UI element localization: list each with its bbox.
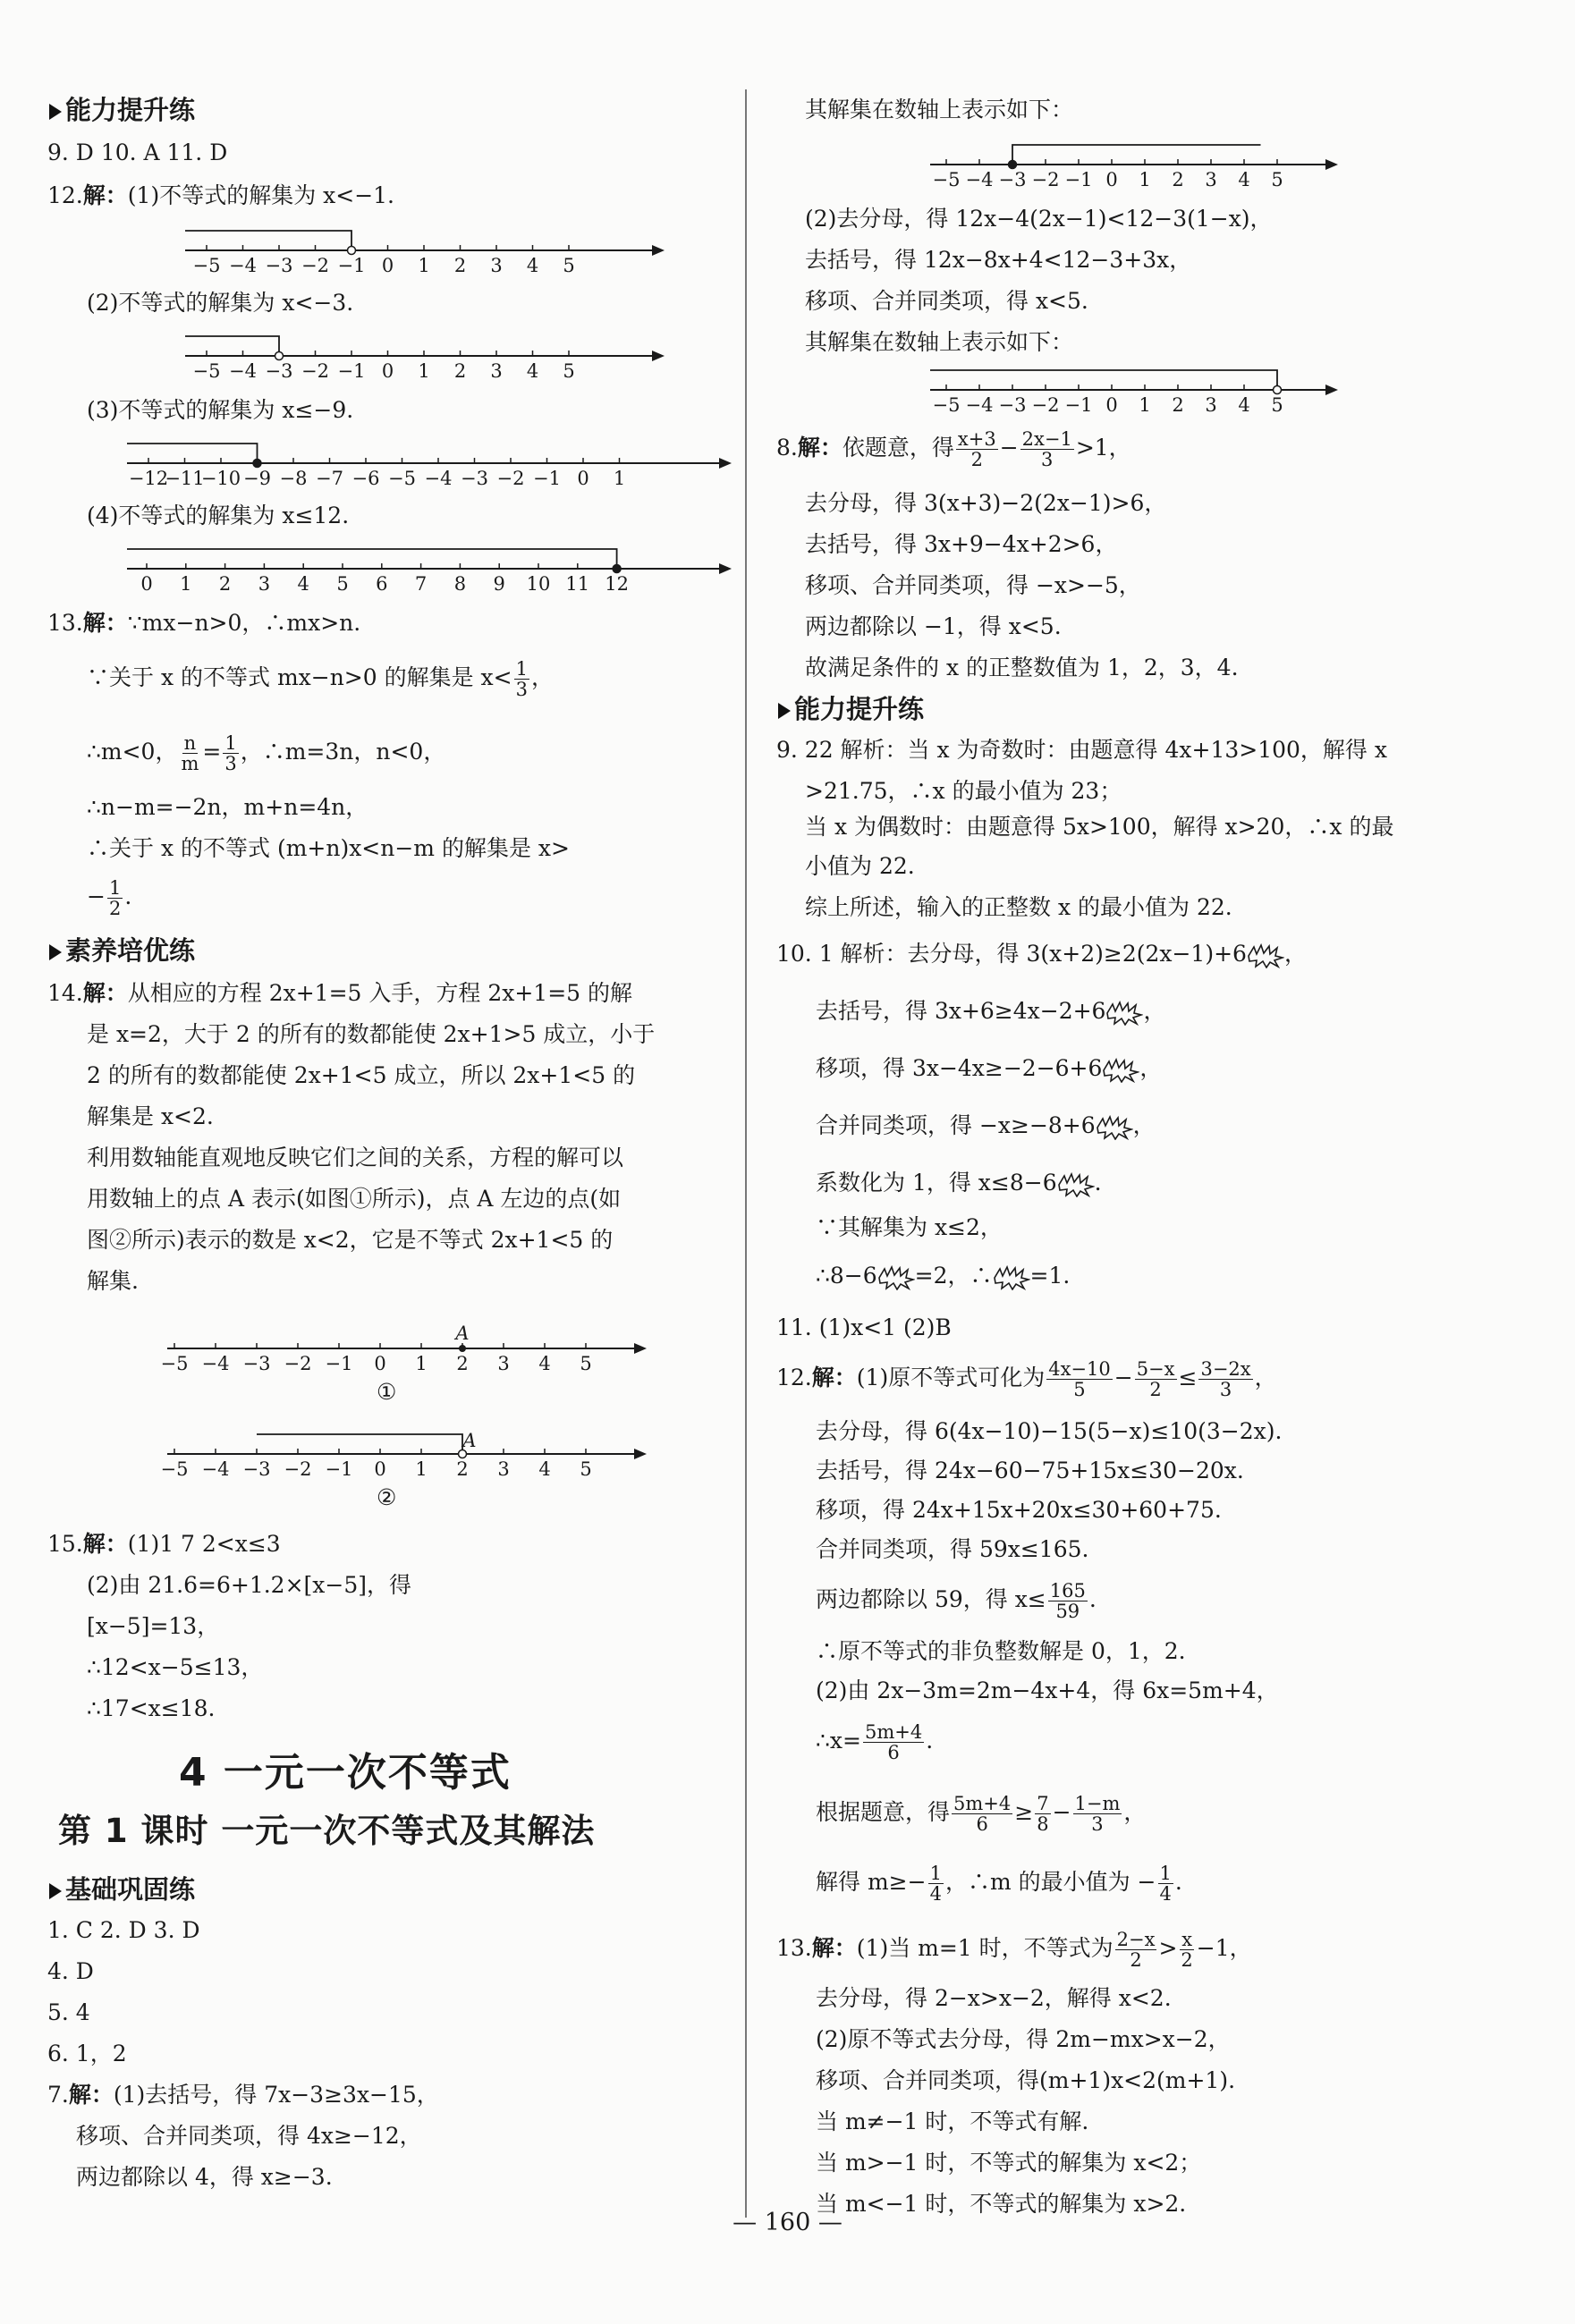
q9-line-2: >21.75，∴x 的最小值为 23； <box>805 778 1122 804</box>
tick-label: 5 <box>580 1458 592 1480</box>
q7-line-6: 去括号，得 12x−8x+4<12−3+3x， <box>805 247 1192 273</box>
triangle-icon <box>49 944 62 960</box>
q13-line-6: − $\frac{1}{2}$ . <box>87 877 132 919</box>
solution-ray <box>257 1434 462 1454</box>
q13r-line-1: 13.解：(1)当 m=1 时，不等式为 $\frac{2-x}{2}$ > $\frac{x}{2}$ −1， <box>776 1929 1252 1971</box>
ink-blot-icon <box>1105 1001 1143 1026</box>
basic-answers-1-3: 1. C 2. D 3. D <box>47 1917 200 1943</box>
chapter-heading: 4 一元一次不等式 <box>179 1750 512 1796</box>
q10-line-2: 去括号，得 3x+6≥4x−2+6 ， <box>816 998 1166 1024</box>
tick-label: 1 <box>418 360 430 382</box>
tick-label: −4 <box>965 169 994 190</box>
tick-label: −1 <box>1064 169 1093 190</box>
tick-label: 0 <box>374 1458 386 1480</box>
q10-line-7: ∴8−6 =2，∴ =1. <box>816 1263 1071 1289</box>
tick-label: −3 <box>265 360 293 382</box>
open-endpoint <box>1274 386 1282 394</box>
q14-line-5: 利用数轴能直观地反映它们之间的关系，方程的解可以 <box>87 1145 624 1170</box>
tick-label: 5 <box>563 360 575 382</box>
q12r-line-6: 两边都除以 59，得 x≤ $\frac{165}{59}$ . <box>816 1580 1097 1622</box>
tick-label: 3 <box>490 360 503 382</box>
point-a <box>459 1345 466 1352</box>
column-divider <box>745 89 747 2218</box>
q7-line-1: 7.解：(1)去括号，得 7x−3≥3x−15， <box>47 2082 439 2108</box>
tick-label: −1 <box>533 468 561 489</box>
tick-label: 2 <box>456 1458 469 1480</box>
arrow-icon <box>652 245 665 256</box>
tick-label: 1 <box>1139 169 1151 190</box>
tick-label: 4 <box>1238 169 1250 190</box>
q8-line-4: 移项、合并同类项，得 −x>−5， <box>805 572 1141 598</box>
q12-line-3: (3)不等式的解集为 x≤−9. <box>87 397 354 423</box>
tick-label: 8 <box>453 573 467 595</box>
tick-label: −5 <box>388 468 416 489</box>
tick-label: 5 <box>580 1353 592 1374</box>
q9-line-5: 综上所述，输入的正整数 x 的最小值为 22. <box>805 894 1232 920</box>
tick-label: −6 <box>351 468 380 489</box>
number-line-fig2 <box>160 1429 648 1481</box>
q7-line-8: 其解集在数轴上表示如下： <box>805 329 1074 355</box>
q12r-line-5: 合并同类项，得 59x≤165. <box>816 1536 1089 1562</box>
section-heading-nengli: 能力提升练 <box>49 95 195 125</box>
triangle-icon <box>49 1883 62 1899</box>
q13r-line-6: 当 m>−1 时，不等式的解集为 x<2； <box>816 2150 1202 2176</box>
q8-line-5: 两边都除以 −1，得 x<5. <box>805 613 1062 639</box>
tick-label: −1 <box>337 360 366 382</box>
tick-label: 1 <box>415 1458 428 1480</box>
q14-line-8: 解集. <box>87 1268 139 1294</box>
number-line-q12-1 <box>183 225 666 277</box>
q8-line-3: 去括号，得 3x+9−4x+2>6， <box>805 531 1118 557</box>
open-endpoint <box>275 352 284 360</box>
arrow-icon <box>1325 159 1338 170</box>
ink-blot-icon <box>1057 1172 1095 1197</box>
q13r-line-7: 当 m<−1 时，不等式的解集为 x>2. <box>816 2191 1187 2217</box>
tick-label: 0 <box>381 255 394 276</box>
q12r-line-8: (2)由 2x−3m=2m−4x+4，得 6x=5m+4， <box>816 1678 1279 1703</box>
q10-line-3: 移项，得 3x−4x≥−2−6+6 ， <box>816 1055 1163 1081</box>
arrow-icon <box>634 1343 647 1354</box>
q13-line-5: ∴关于 x 的不等式 (m+n)x<n−m 的解集是 x> <box>87 835 570 861</box>
q13r-line-2: 去分母，得 2−x>x−2，解得 x<2. <box>816 1985 1172 2011</box>
q13-line-4: ∴n−m=−2n，m+n=4n， <box>87 794 368 820</box>
ink-blot-icon <box>1102 1058 1139 1083</box>
tick-label: 2 <box>218 573 232 595</box>
q7-line-2: 移项、合并同类项，得 4x≥−12， <box>76 2123 422 2149</box>
tick-label: 3 <box>497 1458 510 1480</box>
q15-line-3: [x−5]=13， <box>87 1613 220 1639</box>
tick-label: 0 <box>1105 169 1118 190</box>
tick-label: −9 <box>243 468 271 489</box>
q14-line-1: 14.解：从相应的方程 2x+1=5 入手，方程 2x+1=5 的解 <box>47 980 632 1006</box>
point-a-label: A <box>462 1430 477 1451</box>
basic-answer-5: 5. 4 <box>47 1999 90 2025</box>
tick-label: −4 <box>424 468 453 489</box>
tick-label: 2 <box>453 255 467 276</box>
number-line-q7-1 <box>928 139 1340 191</box>
tick-label: 4 <box>1238 394 1250 416</box>
q15-line-1: 15.解：(1)1 7 2<x≤3 <box>47 1531 281 1557</box>
q13-line-2: ∵关于 x 的不等式 mx−n>0 的解集是 x< $\frac{1}{3}$ ， <box>87 658 554 700</box>
arrow-icon <box>634 1449 647 1459</box>
ink-blot-icon <box>1096 1115 1133 1140</box>
number-line-q7-2 <box>928 365 1340 417</box>
q12r-line-11: 解得 m≥− $\frac{1}{4}$ ，∴m 的最小值为 − $\frac{1}{4}$ . <box>816 1863 1182 1905</box>
tick-label: 1 <box>415 1353 428 1374</box>
tick-label: −4 <box>229 255 257 276</box>
q14-line-3: 2 的所有的数都能使 2x+1<5 成立，所以 2x+1<5 的 <box>87 1062 636 1088</box>
tick-label: −7 <box>316 468 343 489</box>
tick-label: 6 <box>376 573 388 595</box>
figure-2-label: ② <box>377 1484 397 1510</box>
arrow-icon <box>719 458 732 469</box>
tick-label: 1 <box>418 255 430 276</box>
tick-label: 3 <box>1205 394 1217 416</box>
tick-label: −1 <box>325 1458 353 1480</box>
solution-ray <box>185 336 279 356</box>
ink-blot-icon <box>993 1265 1030 1290</box>
number-line-fig1 <box>160 1323 648 1375</box>
solution-ray <box>1012 145 1261 165</box>
lesson-heading: 第 1 课时 一元一次不等式及其解法 <box>58 1812 596 1850</box>
page-number: — 160 — <box>732 2209 843 2236</box>
section-heading-suyang: 素养培优练 <box>49 935 195 966</box>
tick-label: 2 <box>1172 169 1184 190</box>
q7-line-5: (2)去分母，得 12x−4(2x−1)<12−3(1−x)， <box>805 206 1273 232</box>
solution-ray <box>127 444 258 463</box>
tick-label: −2 <box>301 360 329 382</box>
tick-label: −2 <box>1031 394 1060 416</box>
tick-label: −2 <box>301 255 329 276</box>
triangle-icon <box>778 703 791 719</box>
tick-label: 3 <box>1205 169 1217 190</box>
tick-label: 2 <box>456 1353 469 1374</box>
q13r-line-3: (2)原不等式去分母，得 2m−mx>x−2， <box>816 2026 1231 2052</box>
q14-line-6: 用数轴上的点 A 表示(如图①所示)，点 A 左边的点(如 <box>87 1186 622 1212</box>
tick-label: 3 <box>258 573 271 595</box>
q9-line-1: 9. 22 解析：当 x 为奇数时：由题意得 4x+13>100，解得 x <box>776 737 1387 763</box>
q13r-line-4: 移项、合并同类项，得(m+1)x<2(m+1). <box>816 2067 1236 2093</box>
tick-label: −5 <box>932 169 961 190</box>
arrow-icon <box>1325 385 1338 395</box>
q12r-line-7: ∴原不等式的非负整数解是 0，1，2. <box>816 1638 1186 1664</box>
q15-line-4: ∴12<x−5≤13， <box>87 1654 264 1680</box>
tick-label: −5 <box>192 255 221 276</box>
answers-9-11: 9. D 10. A 11. D <box>47 139 228 165</box>
tick-label: −1 <box>325 1353 353 1374</box>
ink-blot-icon <box>877 1265 915 1290</box>
q7-line-3: 两边都除以 4，得 x≥−3. <box>76 2164 333 2190</box>
tick-label: −4 <box>229 360 257 382</box>
q12r-line-9: ∴x= $\frac{5m+4}{6}$ . <box>816 1721 934 1763</box>
number-line-q12-3 <box>125 438 733 490</box>
q12r-line-2: 去分母，得 6(4x−10)−15(5−x)≤10(3−2x). <box>816 1418 1283 1444</box>
tick-label: 5 <box>1271 394 1283 416</box>
tick-label: 4 <box>526 255 539 276</box>
tick-label: 4 <box>297 573 309 595</box>
basic-answer-6: 6. 1，2 <box>47 2041 127 2066</box>
q9-line-4: 小值为 22. <box>805 853 915 879</box>
tick-label: −3 <box>461 468 488 489</box>
closed-endpoint <box>253 460 261 468</box>
tick-label: 0 <box>577 468 589 489</box>
tick-label: −3 <box>998 394 1027 416</box>
tick-label: −2 <box>284 1353 312 1374</box>
tick-label: 11 <box>565 573 590 595</box>
q13-line-3: ∴m<0， $\frac{n}{m}$ = $\frac{1}{3}$ ，∴m=3n，n<0， <box>87 732 446 774</box>
arrow-icon <box>719 563 732 574</box>
tick-label: 3 <box>497 1353 510 1374</box>
tick-label: 4 <box>526 360 539 382</box>
q12-line-4: (4)不等式的解集为 x≤12. <box>87 503 350 528</box>
tick-label: −4 <box>201 1353 230 1374</box>
section-heading-jichu: 基础巩固练 <box>49 1874 195 1905</box>
tick-label: −3 <box>242 1458 271 1480</box>
tick-label: 5 <box>563 255 575 276</box>
ink-blot-icon <box>1247 943 1284 968</box>
q10-line-5: 系数化为 1，得 x≤8−6 . <box>816 1170 1102 1196</box>
tick-label: 10 <box>526 573 551 595</box>
section-heading-nengli-2: 能力提升练 <box>778 694 924 724</box>
point-a-label: A <box>455 1323 470 1344</box>
q7-line-7: 移项、合并同类项，得 x<5. <box>805 288 1088 314</box>
tick-label: −4 <box>201 1458 230 1480</box>
tick-label: 7 <box>414 573 428 595</box>
closed-endpoint <box>613 565 621 573</box>
solution-ray <box>930 370 1277 390</box>
q12r-line-10: 根据题意，得 $\frac{5m+4}{6}$ ≥ $\frac{7}{8}$ − $\frac{1-m}{3}$ ， <box>816 1793 1147 1835</box>
tick-label: 0 <box>140 573 153 595</box>
tick-label: −3 <box>265 255 293 276</box>
tick-label: −8 <box>279 468 308 489</box>
tick-label: 3 <box>490 255 503 276</box>
triangle-icon <box>49 104 62 120</box>
tick-label: 5 <box>336 573 349 595</box>
tick-label: 12 <box>605 573 629 595</box>
tick-label: −5 <box>160 1458 189 1480</box>
tick-label: −3 <box>998 169 1027 190</box>
solution-ray <box>185 231 351 250</box>
tick-label: −11 <box>165 468 205 489</box>
q12-line-1: 12.解：(1)不等式的解集为 x<−1. <box>47 182 394 208</box>
q7-line-4: 其解集在数轴上表示如下： <box>805 97 1074 123</box>
tick-label: 4 <box>538 1458 551 1480</box>
closed-endpoint <box>1009 161 1017 169</box>
q14-line-7: 图②所示)表示的数是 x<2，它是不等式 2x+1<5 的 <box>87 1227 614 1253</box>
tick-label: 4 <box>538 1353 551 1374</box>
tick-label: −1 <box>337 255 366 276</box>
tick-label: −2 <box>1031 169 1060 190</box>
tick-label: −4 <box>965 394 994 416</box>
q10-line-4: 合并同类项，得 −x≥−8+6 ， <box>816 1112 1156 1138</box>
arrow-icon <box>652 351 665 361</box>
q15-line-5: ∴17<x≤18. <box>87 1695 216 1721</box>
number-line-q12-4 <box>125 544 733 596</box>
tick-label: 0 <box>1105 394 1118 416</box>
open-endpoint <box>348 247 356 255</box>
tick-label: −3 <box>242 1353 271 1374</box>
q13-line-1: 13.解：∵mx−n>0，∴mx>n. <box>47 610 361 636</box>
q8-line-6: 故满足条件的 x 的正整数值为 1，2，3，4. <box>805 655 1239 680</box>
tick-label: 0 <box>374 1353 386 1374</box>
q10-line-1: 10. 1 解析：去分母，得 3(x+2)≥2(2x−1)+6 ， <box>776 941 1307 967</box>
q11-answer: 11. (1)x<1 (2)B <box>776 1314 952 1340</box>
tick-label: −5 <box>932 394 961 416</box>
tick-label: −12 <box>128 468 169 489</box>
tick-label: 9 <box>493 573 505 595</box>
tick-label: −2 <box>496 468 525 489</box>
q9-line-3: 当 x 为偶数时：由题意得 5x>100，解得 x>20，∴x 的最 <box>805 814 1394 840</box>
tick-label: 1 <box>1139 394 1151 416</box>
tick-label: −5 <box>192 360 221 382</box>
q12r-line-4: 移项，得 24x+15x+20x≤30+60+75. <box>816 1497 1222 1523</box>
q12r-line-1: 12.解：(1)原不等式可化为 $\frac{4x-10}{5}$ − $\frac{5-x}{2}$ ≤ $\frac{3-2x}{3}$ ， <box>776 1358 1277 1400</box>
tick-label: 1 <box>180 573 192 595</box>
solution-ray <box>127 549 617 569</box>
q8-line-1: 8.解：依题意，得 $\frac{x+3}{2}$ − $\frac{2x-1}{3}$ >1， <box>776 428 1131 470</box>
q10-line-6: ∵其解集为 x≤2， <box>816 1214 1003 1240</box>
tick-label: −2 <box>284 1458 312 1480</box>
tick-label: 2 <box>453 360 467 382</box>
q14-line-4: 解集是 x<2. <box>87 1103 214 1129</box>
number-line-q12-2 <box>183 331 666 383</box>
q12-line-2: (2)不等式的解集为 x<−3. <box>87 290 354 316</box>
tick-label: −10 <box>200 468 241 489</box>
tick-label: −1 <box>1064 394 1093 416</box>
tick-label: −5 <box>160 1353 189 1374</box>
tick-label: 0 <box>381 360 394 382</box>
q13r-line-5: 当 m≠−1 时，不等式有解. <box>816 2109 1089 2134</box>
q12r-line-3: 去括号，得 24x−60−75+15x≤30−20x. <box>816 1458 1244 1483</box>
q8-line-2: 去分母，得 3(x+3)−2(2x−1)>6， <box>805 490 1167 516</box>
q15-line-2: (2)由 21.6=6+1.2×[x−5]，得 <box>87 1572 411 1598</box>
basic-answer-4: 4. D <box>47 1958 94 1984</box>
figure-1-label: ① <box>377 1379 397 1405</box>
tick-label: 5 <box>1271 169 1283 190</box>
q14-line-2: 是 x=2，大于 2 的所有的数都能使 2x+1>5 成立，小于 <box>87 1021 656 1047</box>
tick-label: 1 <box>613 468 626 489</box>
tick-label: 2 <box>1172 394 1184 416</box>
